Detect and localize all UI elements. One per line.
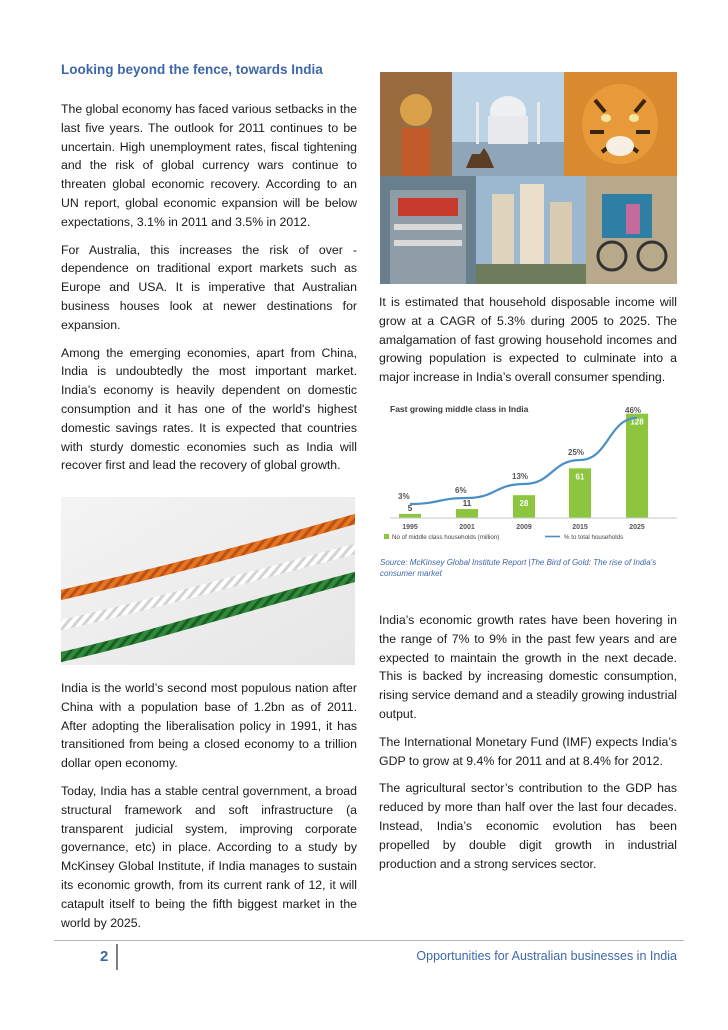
footer-divider bbox=[54, 940, 684, 941]
left-column-bottom bbox=[61, 679, 357, 941]
footer-title: Opportunities for Australian businesses in India bbox=[416, 949, 677, 963]
page-number: 2 bbox=[100, 948, 109, 965]
paragraph: It is estimated that household disposable income will grow at a CAGR of 5.3% during 2005 to 2025. The amalgamation of fast growing household incomes and growing population is expected to culminate into a major increase in India’s overall consumer spending. bbox=[379, 295, 677, 385]
percent-label: 3% bbox=[398, 492, 410, 501]
right-column-top bbox=[379, 293, 677, 396]
legend-households: No of middle class households (million) bbox=[392, 534, 500, 541]
bar-value-label: 28 bbox=[519, 499, 529, 509]
x-tick-label: 2009 bbox=[516, 524, 532, 531]
bar-2025 bbox=[626, 414, 648, 518]
bar-2001 bbox=[456, 509, 478, 518]
percent-label: 6% bbox=[455, 486, 467, 495]
bar-value-label: 11 bbox=[462, 499, 472, 509]
bar-value-label: 5 bbox=[407, 503, 413, 513]
bar-value-label: 128 bbox=[630, 417, 644, 427]
paragraph: Today, India has a stable central government, a broad structural framework and soft infrastructure (a transparent judicial system, improving corporate governance, etc) in place. According to a study by McKinsey Global Institute, if India manages to sustain its economic growth, from its current rank of 12, it will catapult itself to being the fifth biggest market in the world by 2025. bbox=[61, 783, 357, 930]
x-tick-label: 1995 bbox=[402, 524, 418, 531]
right-column-bottom bbox=[379, 611, 677, 882]
legend-percent: % to total households bbox=[564, 534, 624, 541]
section-heading: Looking beyond the fence, towards India bbox=[61, 62, 323, 77]
paragraph: Among the emerging economies, apart from China, India is undoubtedly the most important market. India’s economy is heavily dependent on domestic consumption and it has one of the world's highest domestic savings rates. It is expected that countries with sturdy domestic economies such as India will recover first and lead the recovery of global growth. bbox=[61, 345, 357, 473]
bar-value-label: 61 bbox=[575, 472, 585, 482]
india-photo-collage bbox=[380, 72, 677, 284]
paragraph: The global economy has faced various setbacks in the last five years. The outlook for 2011 continues to be uncertain. High unemployment rates, fiscal tightening and the risk of global currency wars continue to threaten global economic recovery. According to an UN report, global economic expansion will be below expectations, 3.1% in 2011 and 3.5% in 2012. bbox=[61, 102, 357, 229]
page-number-bar bbox=[116, 944, 118, 970]
left-column-top bbox=[61, 100, 357, 484]
chart-source: Source: McKinsey Global Institute Report |The Bird of Gold: The rise of India’s consumer market bbox=[380, 558, 657, 578]
paragraph: For Australia, this increases the risk of over - dependence on traditional export markets such as Europe and USA. It is imperative that Australian business houses look at newer destinations for expansion. bbox=[61, 242, 357, 332]
middle-class-chart bbox=[380, 398, 677, 548]
x-tick-label: 2001 bbox=[459, 524, 475, 531]
bar-1995 bbox=[399, 514, 421, 518]
tricolour-rope-image bbox=[61, 497, 355, 665]
percent-label: 13% bbox=[512, 472, 529, 481]
paragraph: The agricultural sector’s contribution to the GDP has reduced by more than half over the last four decades. Instead, India’s economic evolution has been propelled by double digit growth in industrial production and a strong services sector. bbox=[379, 781, 677, 871]
x-tick-label: 2025 bbox=[629, 524, 645, 531]
paragraph: India’s economic growth rates have been hovering in the range of 7% to 9% in the past few years and are expected to maintain the growth in the next decade. This is backed by increasing domestic consumption, rising service demand and a steadily growing industrial output. bbox=[379, 613, 678, 721]
percent-label: 25% bbox=[568, 448, 585, 457]
legend-swatch-households bbox=[384, 534, 389, 539]
paragraph: The International Monetary Fund (IMF) expects India’s GDP to grow at 9.4% for 2011 and at 8.4% for 2012. bbox=[379, 734, 677, 768]
percent-label: 46% bbox=[625, 406, 642, 415]
paragraph: India is the world’s second most populous nation after China with a population base of 1.2bn as of 2011. After adopting the liberalisation policy in 1991, it has transitioned from being a closed economy to a trillion dollar open economy. bbox=[61, 681, 357, 771]
x-tick-label: 2015 bbox=[572, 524, 588, 531]
chart-title: Fast growing middle class in India bbox=[390, 404, 529, 414]
